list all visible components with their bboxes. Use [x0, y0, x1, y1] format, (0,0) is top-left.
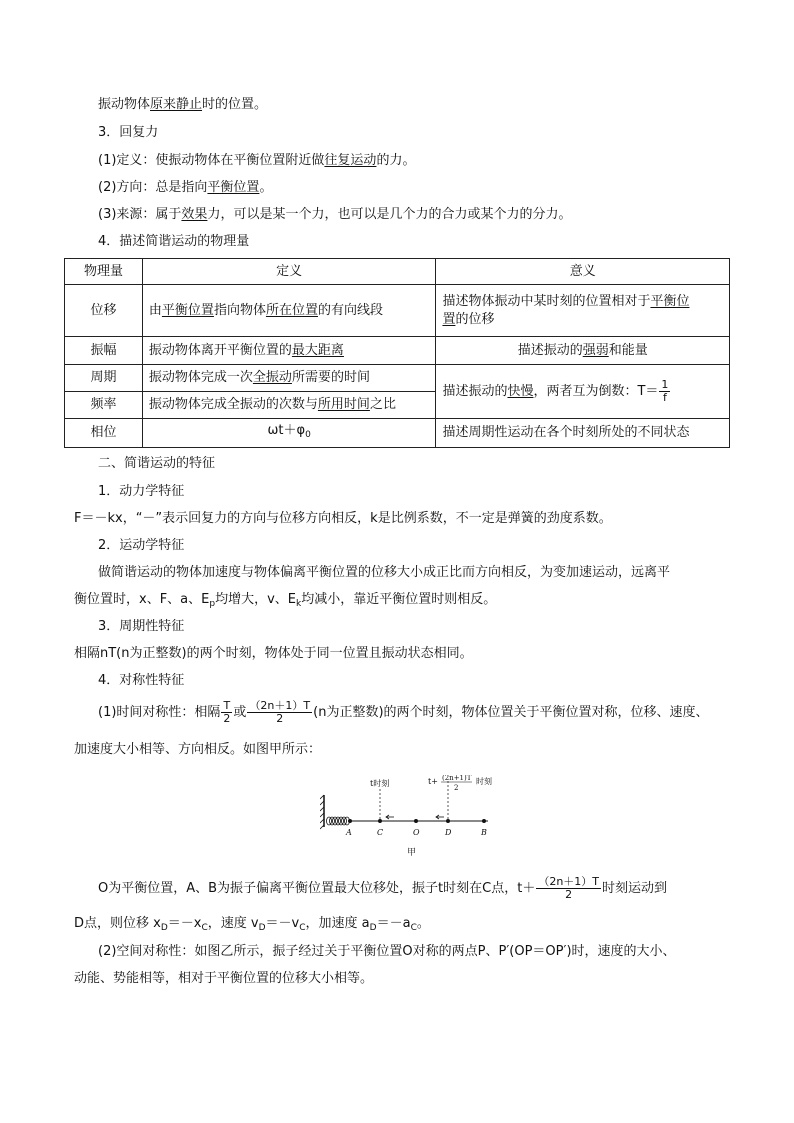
label-t-plus: t+ [428, 777, 438, 786]
intro-line [98, 96, 267, 114]
label-frac-num: (2n+1)T [442, 775, 472, 782]
section-heading-features: 二、简谐运动的特征 [98, 456, 216, 471]
fraction-numerator: （2n＋1）T [538, 875, 600, 888]
quantity-name: 位移 [65, 285, 143, 337]
left-arrow-icon [386, 815, 394, 819]
text: 振动物体完成全振动的次数与 [148, 397, 318, 412]
kinematics-text-1: 做简谐运动的物体加速度与物体偏离平衡位置的位移大小成正比而方向相反，为变加速运动，远离平 [98, 565, 671, 580]
symmetry-time-text-1 [98, 700, 709, 726]
label-frac-den: 2 [454, 784, 459, 792]
text: 由 [148, 302, 162, 318]
point-label: D [445, 828, 452, 837]
text: 振动物体完成一次 [148, 370, 253, 385]
text: 或 [233, 705, 247, 720]
symmetry-time-text-2: 加速度大小相等、方向相反。如图甲所示： [74, 742, 322, 757]
text: ，速度 v [207, 916, 259, 931]
point-label: C [377, 828, 384, 837]
meaning-cell-period-frequency [436, 365, 730, 419]
symmetry-space-text-1: (2)空间对称性：如图乙所示，振子经过关于平衡位置O对称的两点P、P′(OP＝OP′)时，速度的大小、 [98, 944, 676, 959]
symmetry-space-text-2: 动能、势能相等，相对于平衡位置的位移大小相等。 [74, 971, 374, 986]
point-c [378, 819, 382, 823]
text: 衡位置时，x、F、a、E [74, 592, 210, 607]
text: 和能量 [608, 342, 648, 358]
definition-cell [142, 392, 436, 419]
quantities-table [64, 258, 730, 448]
subheading-dynamics: 1．动力学特征 [98, 484, 185, 499]
subscript: C [201, 923, 208, 933]
fraction-denominator: f [662, 391, 667, 404]
quantity-name: 周期 [65, 365, 143, 392]
section-heading-quantities: 4．描述简谐运动的物理量 [98, 234, 250, 249]
underlined-term: 所用时间 [317, 397, 370, 412]
table-row-period [65, 365, 730, 392]
figure-explanation-1 [98, 875, 667, 903]
underlined-term: 最大距离 [291, 342, 344, 358]
underlined-term: 平衡位置 [161, 302, 214, 318]
subscript: p [209, 599, 216, 609]
quantity-name: 相位 [65, 419, 143, 448]
periodicity-text: 相隔nT(n为正整数)的两个时刻，物体处于同一位置且振动状态相同。 [74, 646, 473, 661]
underlined-term: 所在位置 [265, 302, 318, 318]
text: (2)方向：总是指向 [98, 180, 208, 195]
text: ，两者互为倒数：T＝ [533, 384, 659, 399]
text: (1)时间对称性：相隔 [98, 705, 221, 720]
fraction-numerator: （2n＋1）T [249, 699, 311, 712]
fraction [221, 700, 232, 725]
subscript: D [160, 923, 168, 933]
header-cell: 意义 [436, 259, 730, 285]
underlined-term: 平衡位 [650, 293, 690, 309]
fraction-numerator: 1 [661, 378, 669, 391]
underlined-term: 快慢 [507, 384, 534, 399]
text: 之比 [369, 397, 396, 412]
spring-icon [327, 817, 350, 825]
table-row-displacement [65, 285, 730, 337]
text: 的力。 [376, 153, 416, 168]
underlined-term: 原来静止 [150, 97, 203, 112]
text: 振动物体离开平衡位置的 [148, 342, 292, 358]
text: 。 [416, 916, 430, 931]
label-time-suffix: 时刻 [476, 777, 492, 786]
restoring-force-source [98, 206, 571, 224]
point-b [482, 819, 486, 823]
subscript: D [258, 923, 266, 933]
table-row-phase [65, 419, 730, 448]
subscript: D [369, 923, 377, 933]
point-o [414, 819, 418, 823]
subheading-kinematics: 2．运动学特征 [98, 538, 185, 553]
fraction [659, 379, 670, 404]
dynamics-text: F＝－kx，“－”表示回复力的方向与位移方向相反，k是比例系数，不一定是弹簧的劲度系数。 [74, 511, 612, 526]
oscillator-diagram [320, 775, 510, 865]
definition-cell [142, 285, 436, 337]
text: 振动物体 [98, 97, 151, 112]
text: 力，可以是某一个力，也可以是几个力的合力或某个力的分力。 [207, 207, 572, 222]
underlined-term: 置 [442, 311, 456, 327]
section-heading-restoring-force: 3．回复力 [98, 125, 159, 140]
text: 的有向线段 [317, 302, 383, 318]
table-row-amplitude [65, 337, 730, 365]
restoring-force-definition [98, 152, 415, 170]
text: 所需要的时间 [291, 370, 370, 385]
restoring-force-direction [98, 179, 272, 197]
text: (3)来源：属于 [98, 207, 182, 222]
text: ＝－x [167, 916, 202, 931]
header-cell: 定义 [142, 259, 436, 285]
kinematics-text-2 [74, 591, 496, 613]
text: 均增大，v、E [215, 592, 296, 607]
text: ＝－v [265, 916, 300, 931]
text: ，加速度 a [305, 916, 370, 931]
meaning-cell [436, 337, 730, 365]
figure-caption: 甲 [407, 848, 417, 858]
text: 描述物体振动中某时刻的位置相对于 [442, 293, 651, 309]
subscript: k [296, 599, 302, 609]
fraction-denominator: 2 [276, 712, 284, 725]
text: O为平衡位置，A、B为振子偏离平衡位置最大位移处，振子t时刻在C点，t＋ [98, 881, 536, 896]
left-arrow-icon [436, 815, 444, 819]
definition-cell [142, 365, 436, 392]
subheading-symmetry: 4．对称性特征 [98, 673, 185, 688]
underlined-term: 强弱 [582, 342, 609, 358]
point-label: O [413, 828, 420, 837]
subscript: C [299, 923, 306, 933]
text: 均减小，靠近平衡位置时则相反。 [301, 592, 497, 607]
meaning-cell [436, 285, 730, 337]
fraction [536, 876, 601, 901]
fraction [247, 700, 312, 725]
point-d [446, 819, 450, 823]
figure-a-spring-oscillator [320, 775, 510, 865]
fraction-denominator: 2 [223, 712, 231, 725]
text: 描述振动的 [517, 342, 583, 358]
point-a [348, 819, 352, 823]
text: ωt＋φ [267, 423, 306, 438]
text: 时的位置。 [202, 97, 268, 112]
text: D点，则位移 x [74, 916, 161, 931]
subheading-periodicity: 3．周期性特征 [98, 619, 185, 634]
table-header-row [65, 259, 730, 285]
meaning-cell: 描述周期性运动在各个时刻所处的不同状态 [436, 419, 730, 448]
text: (n为正整数)的两个时刻，物体位置关于平衡位置对称，位移、速度、 [313, 705, 709, 720]
fraction-denominator: 2 [565, 888, 573, 901]
quantity-name: 频率 [65, 392, 143, 419]
underlined-term: 往复运动 [324, 153, 377, 168]
underlined-term: 全振动 [252, 370, 292, 385]
point-label: A [346, 828, 352, 837]
subscript: C [410, 923, 417, 933]
label-t-time: t时刻 [370, 779, 390, 788]
text: 。 [259, 180, 273, 195]
text: 指向物体 [213, 302, 266, 318]
quantity-name: 振幅 [65, 337, 143, 365]
definition-cell [142, 337, 436, 365]
point-label: B [481, 828, 487, 837]
text: 描述振动的 [442, 384, 508, 399]
definition-cell [142, 419, 436, 448]
fraction-numerator: T [221, 700, 232, 713]
figure-explanation-2 [74, 915, 430, 937]
text: 时刻运动到 [602, 881, 668, 896]
text: (1)定义：使振动物体在平衡位置附近做 [98, 153, 325, 168]
subscript: 0 [305, 430, 311, 440]
underlined-term: 效果 [181, 207, 208, 222]
text: ＝－a [376, 916, 411, 931]
text: 的位移 [455, 311, 495, 327]
header-cell: 物理量 [65, 259, 143, 285]
underlined-term: 平衡位置 [207, 180, 260, 195]
